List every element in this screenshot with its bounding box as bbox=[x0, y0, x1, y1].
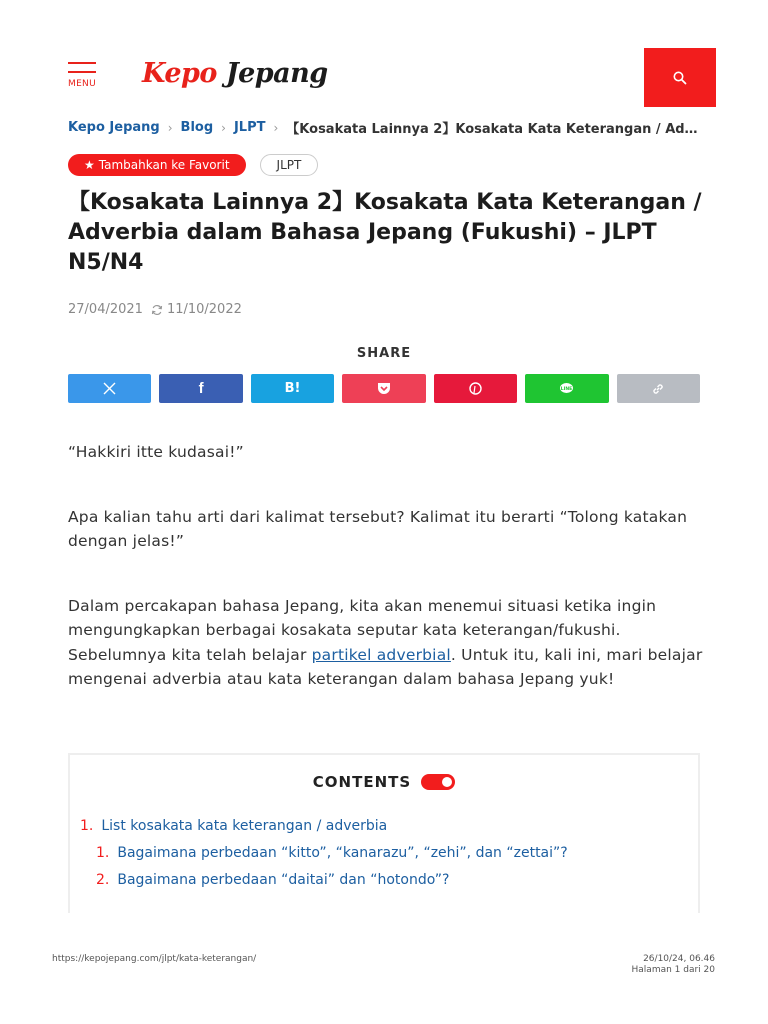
toc-header bbox=[80, 773, 688, 791]
hamburger-icon bbox=[68, 71, 96, 73]
chevron-right-icon: › bbox=[167, 120, 173, 135]
breadcrumb-jlpt[interactable]: JLPT bbox=[233, 120, 266, 135]
paragraph-text-after-link: . Untuk itu, kali ini, mari belajar mengenai adverbia atau kata keterangan dalam bahasa Jepang yuk! bbox=[68, 645, 703, 688]
link-icon bbox=[651, 382, 665, 396]
toc-item[interactable] bbox=[80, 813, 688, 840]
toc-item-label: Bagaimana perbedaan “daitai” dan “hotondo”? bbox=[117, 872, 450, 888]
toc-subitem[interactable] bbox=[80, 867, 688, 894]
table-of-contents bbox=[68, 753, 700, 913]
toc-list bbox=[80, 813, 688, 894]
print-footer-page: Halaman 1 dari 20 bbox=[631, 965, 715, 975]
menu-label: MENU bbox=[68, 79, 96, 89]
breadcrumb-current: 【Kosakata Lainnya 2】Kosakata Kata Keterangan / Ad… bbox=[286, 122, 698, 137]
share-buttons bbox=[68, 374, 700, 403]
logo-text-kepo: Kepo bbox=[142, 58, 226, 89]
paragraph-context bbox=[68, 594, 708, 692]
chevron-right-icon: › bbox=[273, 120, 279, 135]
article-body bbox=[68, 440, 708, 732]
breadcrumb-blog[interactable]: Blog bbox=[180, 120, 214, 135]
search-button[interactable] bbox=[644, 48, 716, 107]
toc-toggle[interactable] bbox=[421, 774, 455, 790]
toc-item-number: 1. bbox=[96, 845, 110, 861]
pocket-icon bbox=[377, 382, 391, 395]
share-x-button[interactable] bbox=[68, 374, 151, 403]
paragraph-intro: Apa kalian tahu arti dari kalimat tersebut? Kalimat itu berarti “Tolong katakan dengan jelas!” bbox=[68, 507, 688, 550]
partikel-adverbial-link[interactable]: partikel adverbial bbox=[311, 645, 451, 664]
print-footer-datetime: 26/10/24, 06.46 bbox=[643, 954, 715, 964]
add-favorite-button[interactable] bbox=[68, 154, 246, 176]
facebook-icon: f bbox=[198, 380, 204, 397]
hamburger-icon bbox=[68, 62, 96, 64]
updated-date: 11/10/2022 bbox=[166, 302, 242, 317]
toc-item-number: 2. bbox=[96, 872, 110, 888]
refresh-icon bbox=[151, 304, 163, 316]
toc-item-label: List kosakata kata keterangan / adverbia bbox=[101, 818, 388, 834]
menu-button[interactable] bbox=[66, 62, 98, 89]
logo-text-jepang: Jepang bbox=[225, 58, 328, 89]
add-favorite-label: Tambahkan ke Favorit bbox=[98, 158, 230, 172]
share-label: SHARE bbox=[356, 346, 412, 361]
updated-date-group bbox=[151, 302, 242, 317]
line-icon bbox=[559, 382, 574, 395]
star-icon: ★ bbox=[84, 158, 95, 172]
category-tag-jlpt[interactable]: JLPT bbox=[260, 154, 319, 176]
breadcrumb-home[interactable]: Kepo Jepang bbox=[68, 120, 160, 135]
search-icon bbox=[673, 71, 687, 85]
hatena-icon: B! bbox=[284, 381, 301, 396]
paragraph-text-before-link: Dalam percakapan bahasa Jepang, kita akan menemui situasi ketika ingin mengungkapkan berbagai kosakata seputar kata keterangan/fukushi. Sebelumnya kita telah belajar bbox=[68, 596, 657, 664]
svg-text:LINE: LINE bbox=[561, 387, 573, 392]
copy-link-button[interactable] bbox=[617, 374, 700, 403]
share-facebook-button[interactable] bbox=[159, 374, 242, 403]
post-dates bbox=[68, 302, 242, 317]
chevron-right-icon: › bbox=[221, 120, 226, 135]
print-footer-meta bbox=[632, 954, 715, 976]
toc-item-label: Bagaimana perbedaan “kitto”, “kanarazu”, “zehi”, dan “zettai”? bbox=[117, 845, 568, 861]
toc-item-number: 1. bbox=[80, 818, 94, 834]
x-icon bbox=[103, 382, 116, 395]
share-pinterest-button[interactable] bbox=[434, 374, 517, 403]
site-logo[interactable] bbox=[142, 58, 328, 89]
share-hatena-button[interactable] bbox=[251, 374, 334, 403]
share-pocket-button[interactable] bbox=[342, 374, 425, 403]
share-line-button[interactable] bbox=[525, 374, 608, 403]
site-header bbox=[0, 48, 768, 108]
page-title: 【Kosakata Lainnya 2】Kosakata Kata Keterangan / Adverbia dalam Bahasa Jepang (Fukushi) – JLPT N5/N4 bbox=[68, 190, 702, 275]
toc-title: CONTENTS bbox=[312, 773, 412, 791]
print-footer-url: https://kepojepang.com/jlpt/kata-keterangan/ bbox=[52, 954, 257, 964]
breadcrumb bbox=[68, 118, 708, 137]
toc-subitem[interactable] bbox=[80, 840, 688, 867]
published-date: 27/04/2021 bbox=[68, 302, 143, 317]
pinterest-icon bbox=[469, 382, 482, 395]
tag-row bbox=[68, 154, 318, 176]
paragraph-quote: “Hakkiri itte kudasai!” bbox=[68, 443, 244, 461]
